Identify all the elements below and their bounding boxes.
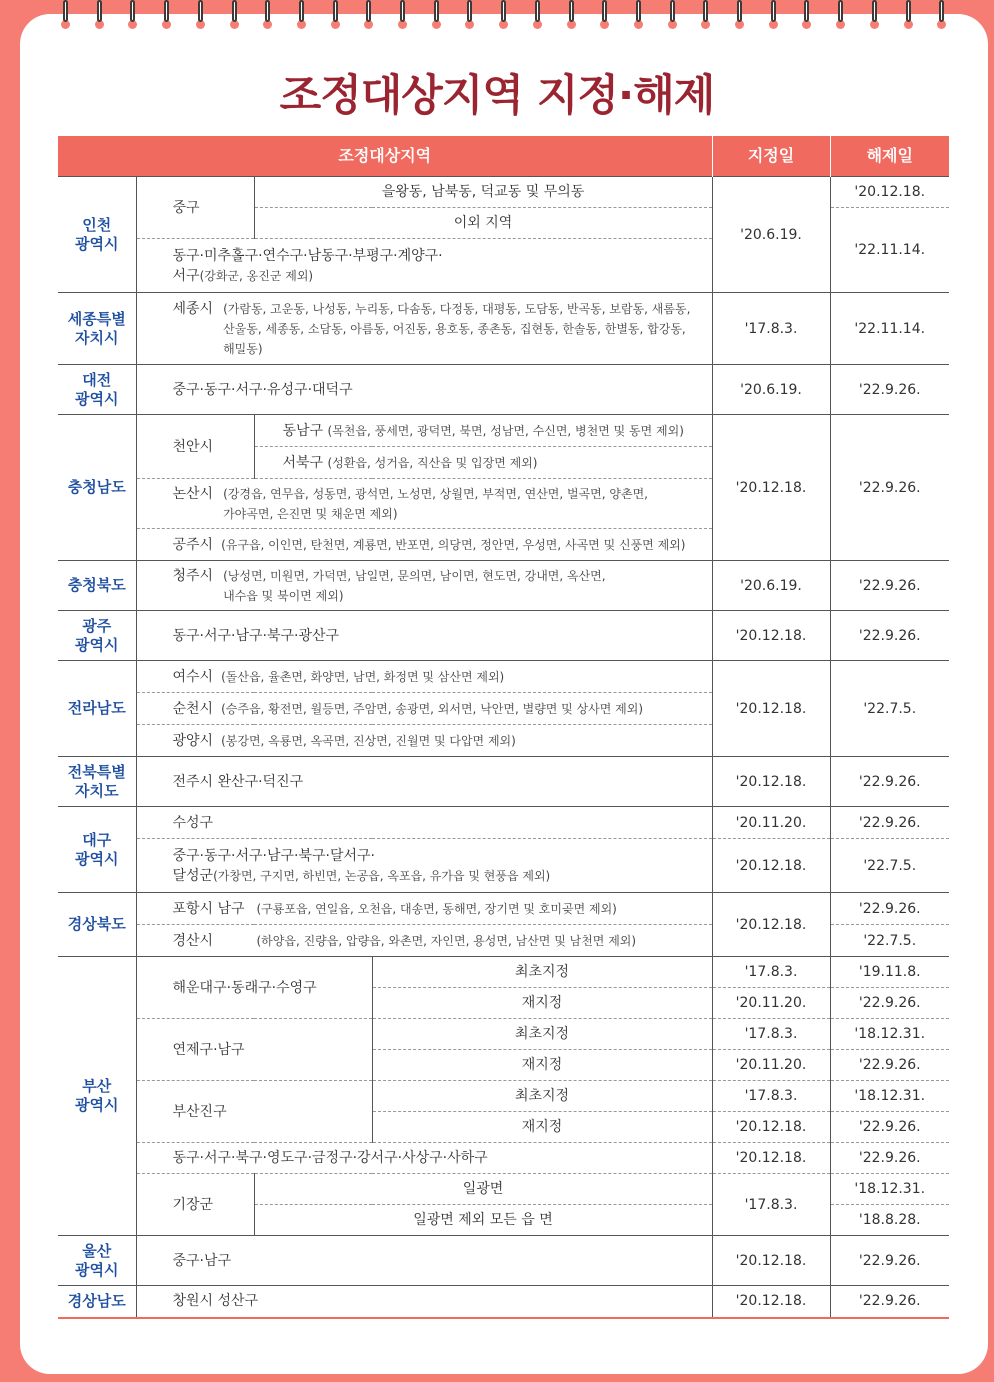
designated-date: '20.12.18.: [712, 757, 830, 807]
district: 해운대구·동래구·수영구: [136, 957, 372, 1019]
binding-ring: [633, 0, 644, 30]
binding-ring: [296, 0, 307, 30]
designated-date: '17.8.3.: [712, 1081, 830, 1112]
released-date: '22.9.26.: [830, 757, 949, 807]
table-row: [58, 957, 949, 988]
region-label: 경상남도: [58, 1286, 136, 1318]
designated-date: '17.8.3.: [712, 1174, 830, 1236]
designated-date: '20.6.19.: [712, 561, 830, 611]
released-date: '22.9.26.: [830, 415, 949, 561]
region-label: 전북특별 자치도: [58, 757, 136, 807]
designated-date: '20.11.20.: [712, 807, 830, 839]
designation-type: 재지정: [372, 988, 712, 1019]
designation-type: 최초지정: [372, 1019, 712, 1050]
released-date: '22.7.5.: [830, 661, 949, 757]
designation-type: 재지정: [372, 1050, 712, 1081]
binding-ring: [768, 0, 779, 30]
binding-ring: [262, 0, 273, 30]
district: 청주시 (낭성면, 미원면, 가덕면, 남일면, 문의면, 남이면, 현도면, 강내면, 옥산면, 내수읍 및 북이면 제외): [136, 561, 712, 611]
regulation-table: [58, 136, 949, 1319]
table-row: [58, 561, 949, 611]
table-row: [58, 1143, 949, 1174]
designated-date: '20.12.18.: [712, 893, 830, 957]
sub-area: 을왕동, 남북동, 덕교동 및 무의동: [254, 177, 712, 208]
region-label: 대전 광역시: [58, 365, 136, 415]
binding-ring: [532, 0, 543, 30]
table-row: [58, 1236, 949, 1286]
table-row: [58, 839, 949, 893]
binding-ring: [397, 0, 408, 30]
district: 기장군: [136, 1174, 254, 1236]
designated-date: '17.8.3.: [712, 1019, 830, 1050]
table-row: [58, 1286, 949, 1318]
region-label: 세종특별 자치시: [58, 293, 136, 365]
table-row: [58, 807, 949, 839]
table-row: [58, 293, 949, 365]
binding-ring: [363, 0, 374, 30]
released-date: '22.11.14.: [830, 293, 949, 365]
sub-area: 서북구 (성환읍, 성거읍, 직산읍 및 입장면 제외): [254, 447, 712, 479]
released-date: '22.9.26.: [830, 1143, 949, 1174]
binding-ring: [667, 0, 678, 30]
binding-ring: [903, 0, 914, 30]
designated-date: '20.12.18.: [712, 1143, 830, 1174]
released-date: '22.7.5.: [830, 925, 949, 957]
table-row: [58, 757, 949, 807]
region-label: 충청남도: [58, 415, 136, 561]
designated-date: '20.12.18.: [712, 661, 830, 757]
binding-ring: [599, 0, 610, 30]
binding-ring: [229, 0, 240, 30]
designated-date: '20.12.18.: [712, 1112, 830, 1143]
district: 순천시 (승주읍, 황전면, 월등면, 주암면, 송광면, 외서면, 낙안면, 별량면 및 상사면 제외): [136, 693, 712, 725]
binding-ring: [566, 0, 577, 30]
binding-ring: [330, 0, 341, 30]
binding-ring: [700, 0, 711, 30]
designated-date: '20.12.18.: [712, 1236, 830, 1286]
header-area: 조정대상지역: [58, 136, 712, 177]
released-date: '22.9.26.: [830, 988, 949, 1019]
designation-type: 재지정: [372, 1112, 712, 1143]
header-released: 해제일: [830, 136, 949, 177]
released-date: '20.12.18.: [830, 177, 949, 208]
table-row: [58, 611, 949, 661]
binding-ring: [195, 0, 206, 30]
region-label: 충청북도: [58, 561, 136, 611]
released-date: '22.9.26.: [830, 561, 949, 611]
region-label: 부산 광역시: [58, 957, 136, 1236]
table-row: [58, 1174, 949, 1205]
binding-ring: [127, 0, 138, 30]
table-row: [58, 893, 949, 925]
released-date: '22.9.26.: [830, 611, 949, 661]
designated-date: '17.8.3.: [712, 957, 830, 988]
binding-ring: [431, 0, 442, 30]
designated-date: '20.6.19.: [712, 177, 830, 293]
table-row: [58, 177, 949, 208]
district: 여수시 (돌산읍, 율촌면, 화양면, 남면, 화정면 및 삼산면 제외): [136, 661, 712, 693]
region-label: 전라남도: [58, 661, 136, 757]
district: 광양시 (봉강면, 옥룡면, 옥곡면, 진상면, 진월면 및 다압면 제외): [136, 725, 712, 757]
district: 창원시 성산구: [136, 1286, 712, 1318]
designated-date: '20.11.20.: [712, 988, 830, 1019]
table-row: [58, 1019, 949, 1050]
designated-date: '20.12.18.: [712, 611, 830, 661]
released-date: '22.9.26.: [830, 1112, 949, 1143]
binding-ring: [498, 0, 509, 30]
designated-date: '20.11.20.: [712, 1050, 830, 1081]
district: 부산진구: [136, 1081, 372, 1143]
table-row: [58, 661, 949, 693]
binding-ring: [734, 0, 745, 30]
designated-date: '20.12.18.: [712, 415, 830, 561]
district: 경산시 (하양읍, 진량읍, 압량읍, 와촌면, 자인면, 용성면, 남산면 및 남천면 제외): [136, 925, 712, 957]
table-row: [58, 415, 949, 447]
region-label: 경상북도: [58, 893, 136, 957]
sub-area: 일광면 제외 모든 읍 면: [254, 1205, 712, 1236]
district: 수성구: [136, 807, 712, 839]
table-header: [58, 136, 949, 177]
released-date: '18.12.31.: [830, 1174, 949, 1205]
district: 중구·남구: [136, 1236, 712, 1286]
released-date: '22.9.26.: [830, 1286, 949, 1318]
binding-ring: [464, 0, 475, 30]
region-label: 인천 광역시: [58, 177, 136, 293]
district: 논산시 (강경읍, 연무읍, 성동면, 광석면, 노성면, 상월면, 부적면, 연산면, 벌곡면, 양촌면, 가야곡면, 은진면 및 채운면 제외): [136, 479, 712, 529]
sub-area: 이외 지역: [254, 208, 712, 239]
binding-ring: [835, 0, 846, 30]
binding-ring: [801, 0, 812, 30]
released-date: '22.9.26.: [830, 1050, 949, 1081]
sub-area: 동남구 (목천읍, 풍세면, 광덕면, 북면, 성남면, 수신면, 병천면 및 동면 제외): [254, 415, 712, 447]
released-date: '22.9.26.: [830, 1236, 949, 1286]
released-date: '18.12.31.: [830, 1019, 949, 1050]
district: 포항시 남구 (구룡포읍, 연일읍, 오천읍, 대송면, 동해면, 장기면 및 호미곶면 제외): [136, 893, 712, 925]
header-designated: 지정일: [712, 136, 830, 177]
designated-date: '20.6.19.: [712, 365, 830, 415]
sub-area: 일광면: [254, 1174, 712, 1205]
released-date: '18.12.31.: [830, 1081, 949, 1112]
released-date: '22.7.5.: [830, 839, 949, 893]
released-date: '22.9.26.: [830, 893, 949, 925]
district: 천안시: [136, 415, 254, 479]
district: 동구·서구·남구·북구·광산구: [136, 611, 712, 661]
spiral-binding: [0, 0, 994, 36]
binding-ring: [869, 0, 880, 30]
district: 세종시 (가람동, 고운동, 나성동, 누리동, 다솜동, 다정동, 대평동, 도담동, 반곡동, 보람동, 새롬동, 산울동, 세종동, 소담동, 아름동, 어진동, 용호동, 종촌동, 집현동, 한솔동, 한별동, 합강동, 해밀동): [136, 293, 712, 365]
table-row: [58, 365, 949, 415]
district: 중구·동구·서구·유성구·대덕구: [136, 365, 712, 415]
district: 중구·동구·서구·남구·북구·달서구· 달성군(가창면, 구지면, 하빈면, 논공읍, 옥포읍, 유가읍 및 현풍읍 제외): [136, 839, 712, 893]
district: 동구·미추홀구·연수구·남동구·부평구·계양구· 서구(강화군, 옹진군 제외): [136, 239, 712, 293]
designation-type: 최초지정: [372, 957, 712, 988]
binding-ring: [936, 0, 947, 30]
region-label: 대구 광역시: [58, 807, 136, 893]
district: 중구: [136, 177, 254, 239]
binding-ring: [161, 0, 172, 30]
designated-date: '17.8.3.: [712, 293, 830, 365]
binding-ring: [94, 0, 105, 30]
binding-ring: [60, 0, 71, 30]
released-date: '22.9.26.: [830, 807, 949, 839]
designated-date: '20.12.18.: [712, 839, 830, 893]
designation-type: 최초지정: [372, 1081, 712, 1112]
page-title: 조정대상지역 지정·해제: [279, 71, 715, 121]
released-date: '18.8.28.: [830, 1205, 949, 1236]
table-row: [58, 1081, 949, 1112]
released-date: '22.9.26.: [830, 365, 949, 415]
district: 연제구·남구: [136, 1019, 372, 1081]
district: 전주시 완산구·덕진구: [136, 757, 712, 807]
released-date: '22.11.14.: [830, 208, 949, 293]
region-label: 울산 광역시: [58, 1236, 136, 1286]
designated-date: '20.12.18.: [712, 1286, 830, 1318]
region-label: 광주 광역시: [58, 611, 136, 661]
district: 공주시 (유구읍, 이인면, 탄천면, 계룡면, 반포면, 의당면, 정안면, 우성면, 사곡면 및 신풍면 제외): [136, 529, 712, 561]
district: 동구·서구·북구·영도구·금정구·강서구·사상구·사하구: [136, 1143, 712, 1174]
released-date: '19.11.8.: [830, 957, 949, 988]
